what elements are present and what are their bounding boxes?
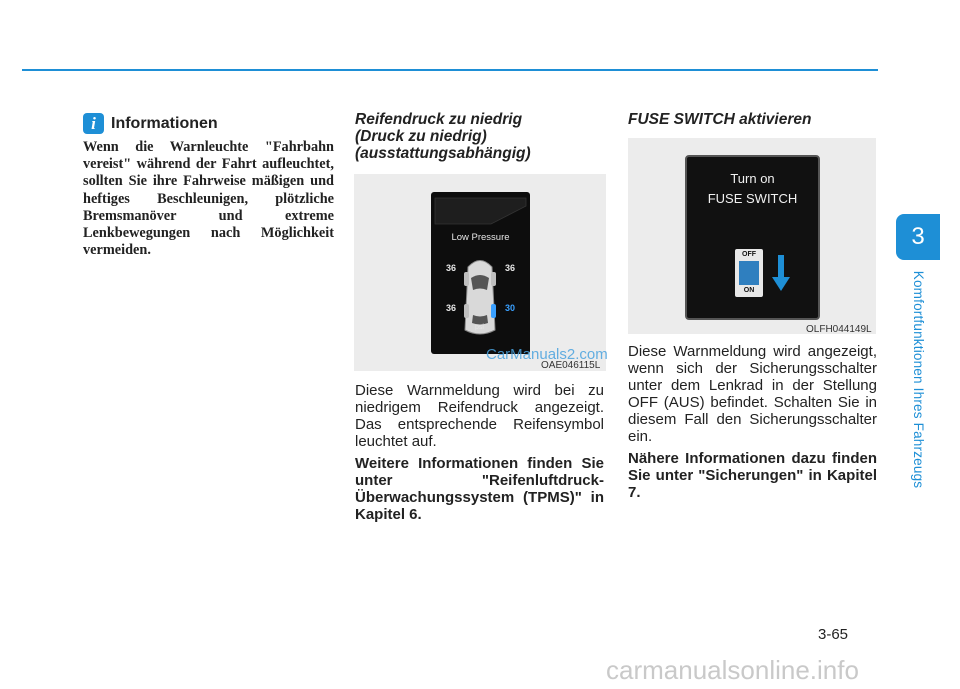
fuse-display-line2: FUSE SWITCH [707,191,798,206]
low-pressure-title [355,111,531,162]
chapter-title: Komfortfunktionen Ihres Fahrzeugs [911,270,927,488]
fuse-switch-body [628,343,877,506]
watermark-text: CarManuals2.com [486,346,608,363]
switch-off-label: OFF [742,251,756,258]
tire-rear-left: 36 [446,303,457,313]
info-heading [83,113,218,134]
footer-watermark: carmanualsonline.info [606,655,859,685]
tpms-display [431,192,530,354]
fuse-switch-title: FUSE SWITCH aktivieren [628,111,812,128]
fuse-switch-para2: Nähere Informationen dazu finden Sie unter "Sicherungen" in Kapitel 7. [628,450,877,501]
arrow-down-icon [771,255,791,295]
switch-on-label: ON [743,287,755,294]
tire-rear-right: 30 [505,303,516,313]
chapter-side-label [908,266,930,492]
low-pressure-body [355,382,604,528]
low-pressure-title-line1: Reifendruck zu niedrig [355,111,523,128]
car-top-view-icon [464,261,496,335]
fuse-switch-icon [735,249,763,297]
tpms-heading: Low Pressure [451,232,510,243]
tire-front-left: 36 [446,263,457,273]
info-text: Wenn die Warnleuchte "Fahrbahn vereist" während der Fahrt aufleuchtet, sollten Sie ihre Fahrweise mäßigen und heftiges Beschleunigen, plötzliche Bremsmanöver und extreme Lenkbewegungen nach Möglichkeit vermeiden. [83,139,334,259]
fuse-display-line1: Turn on [730,171,775,186]
display-bevel [435,198,526,224]
fuse-switch-figure-code: OLFH044149L [806,324,872,335]
low-pressure-para1: Diese Warnmeldung wird bei zu niedrigem Reifendruck angezeigt. Das entsprechende Reifensymbol leuchtet auf. [355,382,604,450]
pressure-unit: psi [475,324,484,331]
low-pressure-title-line3: (ausstattungsabhängig) [355,145,531,162]
warning-tire-icon [491,304,496,318]
chapter-tab [896,214,940,260]
chapter-number: 3 [911,223,925,250]
switch-lever [739,261,759,285]
info-icon: i [83,113,104,134]
low-pressure-para2: Weitere Informationen finden Sie unter "Reifenluftdruck-Überwachungssystem (TPMS)" in Kapitel 6. [355,455,604,523]
low-pressure-title-line2: (Druck zu niedrig) [355,128,487,145]
fuse-switch-display [685,155,820,320]
page-number: 3-65 [818,626,849,643]
top-rule [22,69,878,71]
tire-front-right: 36 [505,263,516,273]
low-pressure-figure-code: OAE046115L [541,360,601,371]
fuse-switch-para1: Diese Warnmeldung wird angezeigt, wenn sich der Sicherungsschalter unter dem Lenkrad in der Stellung OFF (AUS) befindet. Schalten Sie in diesem Fall den Sicherungsschalter ein. [628,343,877,445]
info-title: Informationen [111,114,218,132]
